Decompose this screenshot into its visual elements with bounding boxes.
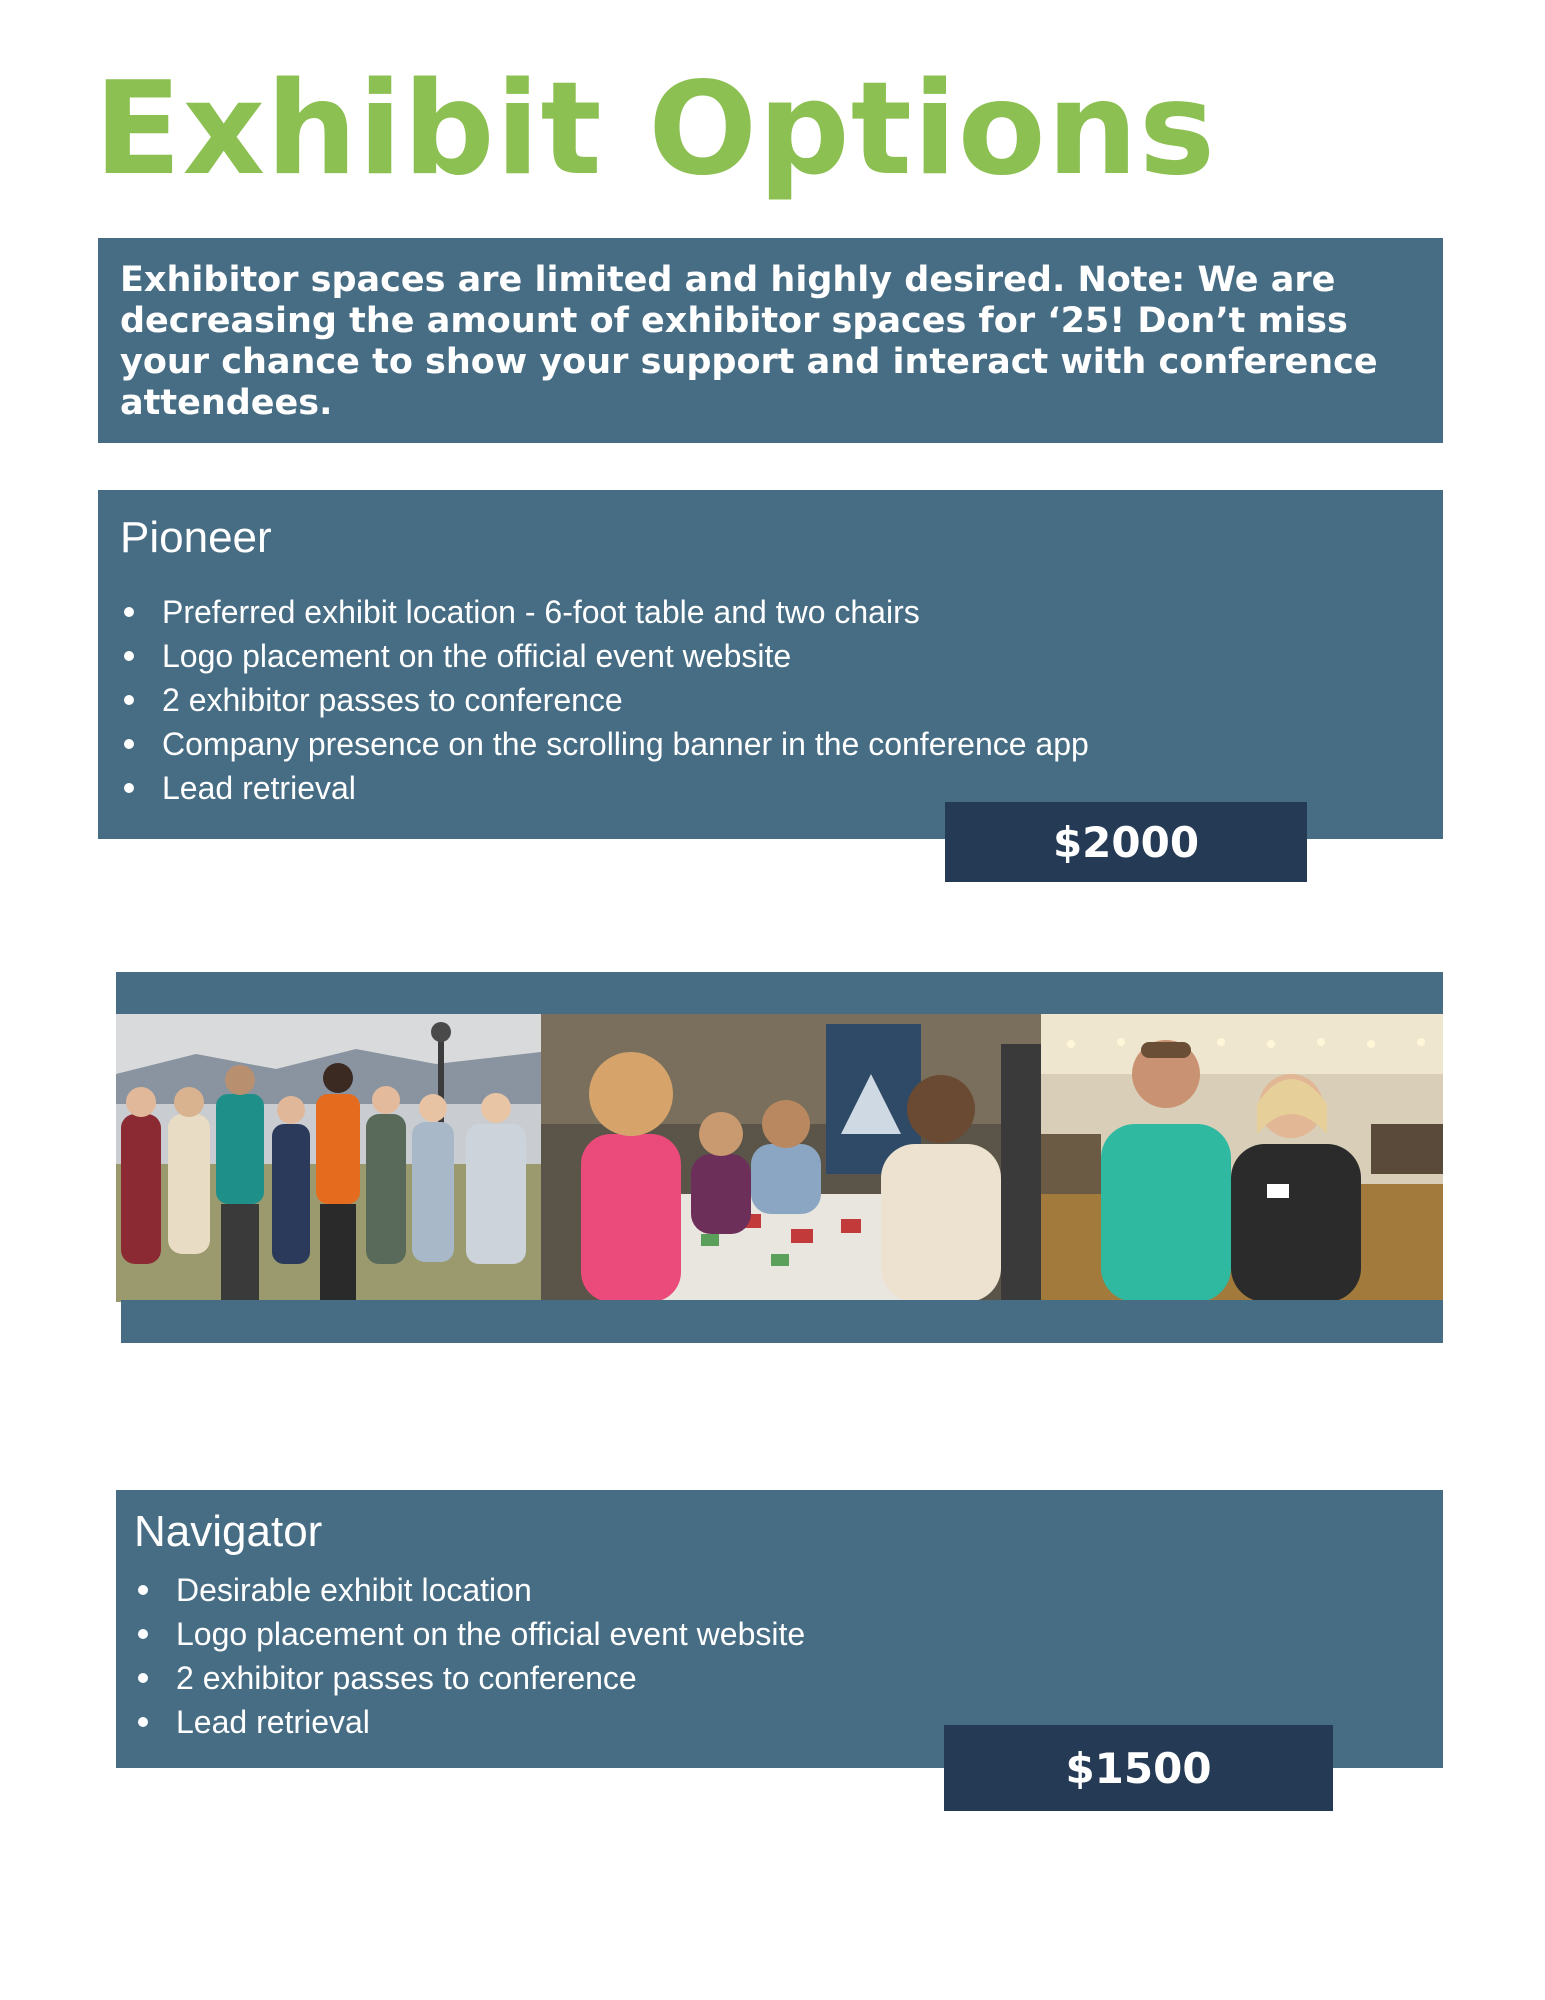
photo-expo-hall: [541, 1014, 1041, 1302]
pioneer-price-badge: $2000: [945, 802, 1307, 882]
intro-panel: [98, 238, 1443, 443]
pioneer-feature-list: [120, 590, 1421, 810]
navigator-tier-name: Navigator: [134, 1507, 323, 1556]
navigator-feature-list: [134, 1568, 1425, 1744]
list-item: Lead retrieval: [120, 766, 1421, 810]
intro-text: Exhibitor spaces are limited and highly desired. Note: We are decreasing the amount of exhibitor spaces for ‘25! Don’t miss your chance to show your support and interact with conference attendees.: [120, 260, 1378, 423]
list-item: Desirable exhibit location: [134, 1568, 1425, 1612]
page-title: Exhibit Options: [94, 55, 1216, 204]
list-item: Preferred exhibit location - 6-foot table and two chairs: [120, 590, 1421, 634]
list-item: Logo placement on the official event website: [120, 634, 1421, 678]
list-item: Logo placement on the official event website: [134, 1612, 1425, 1656]
photo-strip: [116, 1014, 1443, 1302]
list-item: 2 exhibitor passes to conference: [120, 678, 1421, 722]
list-item: Company presence on the scrolling banner in the conference app: [120, 722, 1421, 766]
photo-strip-top-bar: [116, 972, 1443, 1014]
photo-group-outdoors: [116, 1014, 541, 1302]
navigator-price-badge: $1500: [944, 1725, 1333, 1811]
pioneer-tier-name: Pioneer: [120, 513, 272, 562]
pioneer-tier-panel: [98, 490, 1443, 839]
list-item: Lead retrieval: [134, 1700, 1425, 1744]
list-item: 2 exhibitor passes to conference: [134, 1656, 1425, 1700]
photo-two-attendees: [1041, 1014, 1443, 1302]
photo-strip-bottom-bar: [121, 1300, 1443, 1343]
